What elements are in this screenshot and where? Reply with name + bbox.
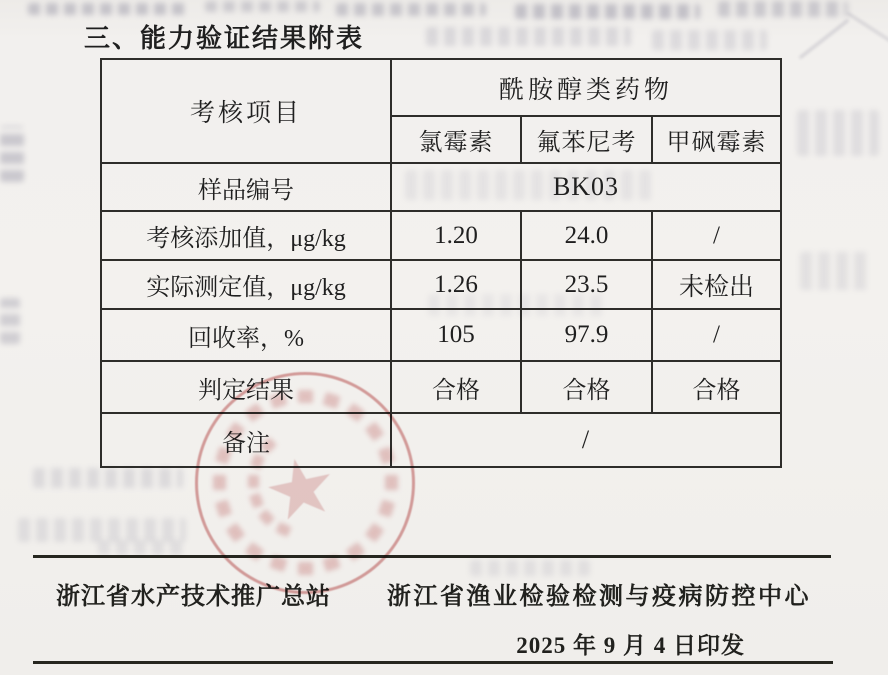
bleedthrough-mark <box>800 252 868 290</box>
row-label: 备注 <box>101 413 391 467</box>
issuer-right: 浙江省渔业检验检测与疫病防控中心 <box>387 584 811 610</box>
column-header: 氯霉素 <box>391 116 521 163</box>
row-label: 实际测定值，μg/kg <box>101 260 391 309</box>
bleedthrough-mark <box>33 468 183 488</box>
issue-date: 2025 年 9 月 4 日印发 <box>516 633 745 658</box>
footer-bottom-rule <box>33 661 833 664</box>
bleedthrough-mark <box>799 19 849 59</box>
footer-top-rule <box>33 555 831 558</box>
results-table <box>100 58 782 468</box>
cell-value: 23.5 <box>521 260 652 309</box>
cell-value: BK03 <box>391 163 781 211</box>
cell-value: 105 <box>391 309 521 361</box>
bleedthrough-mark <box>426 27 631 46</box>
table-row <box>101 211 781 260</box>
page-title: 三、能力验证结果附表 <box>84 24 365 54</box>
bleedthrough-mark <box>28 3 188 15</box>
bleedthrough-mark <box>797 110 879 156</box>
table-row <box>101 309 781 361</box>
table-row <box>101 59 781 116</box>
cell-value: 97.9 <box>521 309 652 361</box>
cell-value: 未检出 <box>652 260 781 309</box>
bleedthrough-mark <box>0 126 24 182</box>
bleedthrough-mark <box>718 1 848 17</box>
table-row <box>101 413 781 467</box>
cell-value: / <box>652 309 781 361</box>
cell-value: 1.26 <box>391 260 521 309</box>
row-label: 判定结果 <box>101 361 391 413</box>
bleedthrough-mark <box>847 12 888 45</box>
row-label: 样品编号 <box>101 163 391 211</box>
bleedthrough-mark <box>652 30 767 50</box>
cell-value: 1.20 <box>391 211 521 260</box>
column-header: 氟苯尼考 <box>521 116 652 163</box>
bleedthrough-mark <box>98 540 183 555</box>
cell-value: 24.0 <box>521 211 652 260</box>
bleedthrough-mark <box>470 560 590 576</box>
bleedthrough-mark <box>18 518 186 542</box>
table-row <box>101 260 781 309</box>
column-header: 甲砜霉素 <box>652 116 781 163</box>
cell-value: / <box>391 413 781 467</box>
drug-group-header: 酰胺醇类药物 <box>391 59 781 116</box>
table-row <box>101 163 781 211</box>
bleedthrough-mark <box>336 3 486 16</box>
cell-value: 合格 <box>652 361 781 413</box>
cell-value: 合格 <box>391 361 521 413</box>
bleedthrough-mark <box>205 1 320 12</box>
cell-value: 合格 <box>521 361 652 413</box>
footer-issuers <box>56 576 846 611</box>
issuer-left: 浙江省水产技术推广总站 <box>56 584 331 610</box>
corner-header: 考核项目 <box>101 59 391 163</box>
row-label: 考核添加值，μg/kg <box>101 211 391 260</box>
bleedthrough-mark <box>515 4 700 19</box>
row-label: 回收率，% <box>101 309 391 361</box>
cell-value: / <box>652 211 781 260</box>
bleedthrough-mark <box>0 298 20 344</box>
table-row <box>101 361 781 413</box>
